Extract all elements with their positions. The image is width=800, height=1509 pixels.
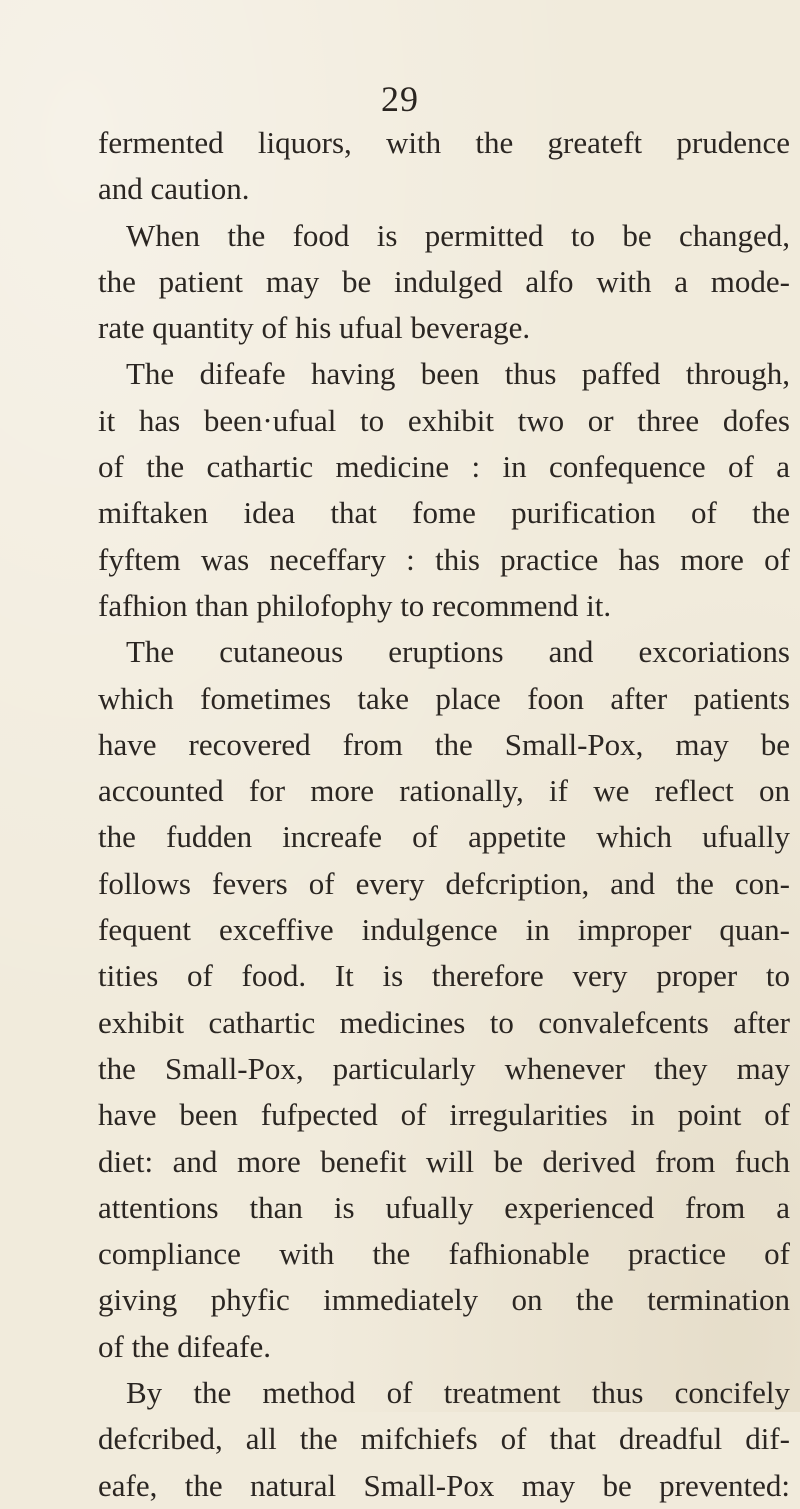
text-line: By the method of treatment thus concifely: [126, 1375, 790, 1411]
text-line: The difeafe having been thus paffed through,: [126, 356, 790, 392]
text-line: compliance with the fafhionable practice of: [98, 1236, 790, 1272]
text-line: giving phyfic immediately on the termination: [98, 1282, 790, 1318]
text-line: diet: and more benefit will be derived from fuch: [98, 1143, 790, 1179]
text-line: The cutaneous eruptions and excoriations: [126, 634, 790, 670]
text-line: exhibit cathartic medicines to convalefcents after: [98, 1004, 790, 1040]
body-text: [98, 120, 790, 1509]
text-line: accounted for more rationally, if we reflect on: [98, 773, 790, 809]
text-line: defcribed, all the mifchiefs of that dreadful dif-: [98, 1421, 790, 1457]
text-line: fequent exceffive indulgence in improper quan-: [98, 912, 790, 948]
text-line: the Small-Pox, particularly whenever they may: [98, 1050, 790, 1086]
text-line: it has been·ufual to exhibit two or three dofes: [98, 402, 790, 438]
text-line: and caution.: [98, 171, 250, 207]
text-line: fafhion than philofophy to recommend it.: [98, 587, 612, 623]
text-line: the patient may be indulged alfo with a mode-: [98, 263, 790, 299]
text-line: which fometimes take place foon after patients: [98, 680, 790, 716]
text-line: follows fevers of every defcription, and the con-: [98, 865, 790, 901]
page-number: 29: [381, 79, 419, 119]
text-line: fermented liquors, with the greateft prudence: [98, 125, 790, 160]
text-line: attentions than is ufually experienced from a: [98, 1189, 790, 1225]
text-line: of the cathartic medicine : in confequence of a: [98, 449, 790, 485]
text-line: fyftem was neceffary : this practice has more of: [98, 541, 790, 577]
text-line: of the difeafe.: [98, 1328, 271, 1364]
text-line: tities of food. It is therefore very proper to: [98, 958, 790, 994]
text-line: the fudden increafe of appetite which ufually: [98, 819, 790, 855]
text-line: eafe, the natural Small-Pox may be prevented:: [98, 1467, 790, 1503]
text-line: rate quantity of his ufual beverage.: [98, 310, 531, 346]
text-line: have been fufpected of irregularities in point of: [98, 1097, 790, 1133]
text-line: miftaken idea that fome purification of the: [98, 495, 790, 531]
text-line: When the food is permitted to be changed,: [126, 217, 790, 253]
text-line: have recovered from the Small-Pox, may be: [98, 726, 790, 762]
